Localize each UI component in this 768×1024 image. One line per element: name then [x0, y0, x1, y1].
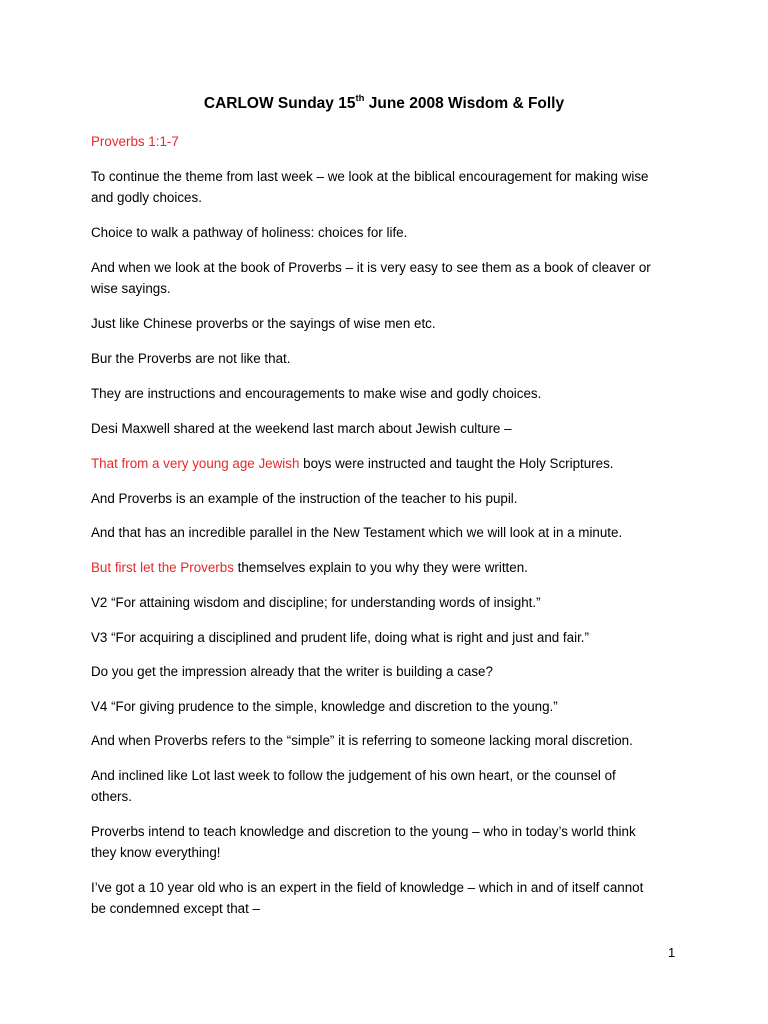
- paragraph-text: themselves explain to you why they were written.: [233, 560, 528, 575]
- paragraph-line: Proverbs intend to teach knowledge and discretion to the young – who in today’s world think: [91, 824, 636, 839]
- paragraph-line: And that has an incredible parallel in the New Testament which we will look at in a minute.: [91, 525, 623, 540]
- paragraph: [91, 557, 691, 578]
- scripture-reference: Proverbs 1:1-7: [91, 134, 179, 149]
- title-superscript: th: [355, 92, 365, 104]
- paragraph-line: And when we look at the book of Proverbs – it is very easy to see them as a book of cleaver or: [91, 260, 651, 275]
- paragraph-line: Just like Chinese proverbs or the sayings of wise men etc.: [91, 316, 436, 331]
- title-rest: June 2008 Wisdom & Folly: [364, 95, 565, 112]
- paragraph: [91, 488, 691, 509]
- page-number: 1: [668, 945, 676, 960]
- paragraph-line: And Proverbs is an example of the instruction of the teacher to his pupil.: [91, 491, 518, 506]
- paragraph: [91, 222, 691, 243]
- paragraph-line: Choice to walk a pathway of holiness: choices for life.: [91, 225, 408, 240]
- paragraph: [91, 166, 691, 208]
- paragraph: [91, 821, 691, 863]
- paragraph: [91, 592, 691, 613]
- paragraph-line: V3 “For acquiring a disciplined and prudent life, doing what is right and just and fair.”: [91, 630, 589, 645]
- paragraph: [91, 522, 691, 543]
- paragraph-line: Do you get the impression already that the writer is building a case?: [91, 664, 493, 679]
- document-title: [0, 94, 768, 114]
- title-main: CARLOW Sunday 15: [203, 95, 356, 112]
- paragraph-line: To continue the theme from last week – we look at the biblical encouragement for making wise: [91, 169, 649, 184]
- paragraph: [91, 765, 691, 807]
- paragraph-line: And inclined like Lot last week to follow the judgement of his own heart, or the counsel of: [91, 768, 616, 783]
- paragraph: [91, 348, 691, 369]
- paragraph-line: Bur the Proverbs are not like that.: [91, 351, 291, 366]
- paragraph: [91, 383, 691, 404]
- paragraph-line: V4 “For giving prudence to the simple, knowledge and discretion to the young.”: [91, 699, 558, 714]
- paragraph: [91, 877, 691, 919]
- paragraph-line: they know everything!: [91, 845, 221, 860]
- paragraph-line: V2 “For attaining wisdom and discipline; for understanding words of insight.”: [91, 595, 541, 610]
- paragraph-text: boys were instructed and taught the Holy Scriptures.: [299, 456, 614, 471]
- paragraph: [91, 696, 691, 717]
- paragraph: [91, 627, 691, 648]
- paragraph: [91, 257, 691, 299]
- paragraph: [91, 313, 691, 334]
- highlighted-text: That from a very young age Jewish: [91, 456, 300, 471]
- paragraph: [91, 661, 691, 682]
- paragraph-line: And when Proverbs refers to the “simple” it is referring to someone lacking moral discretion.: [91, 733, 633, 748]
- paragraph-line: wise sayings.: [91, 281, 171, 296]
- paragraph: [91, 418, 691, 439]
- highlighted-text: But first let the Proverbs: [91, 560, 234, 575]
- paragraph-line: Desi Maxwell shared at the weekend last march about Jewish culture –: [91, 421, 512, 436]
- paragraph: [91, 730, 691, 751]
- paragraph-line: others.: [91, 789, 132, 804]
- paragraph-line: and godly choices.: [91, 190, 202, 205]
- paragraph-line: be condemned except that –: [91, 901, 260, 916]
- paragraph-line: I’ve got a 10 year old who is an expert in the field of knowledge – which in and of itself cannot: [91, 880, 644, 895]
- paragraph: [91, 453, 691, 474]
- paragraph-line: They are instructions and encouragements to make wise and godly choices.: [91, 386, 542, 401]
